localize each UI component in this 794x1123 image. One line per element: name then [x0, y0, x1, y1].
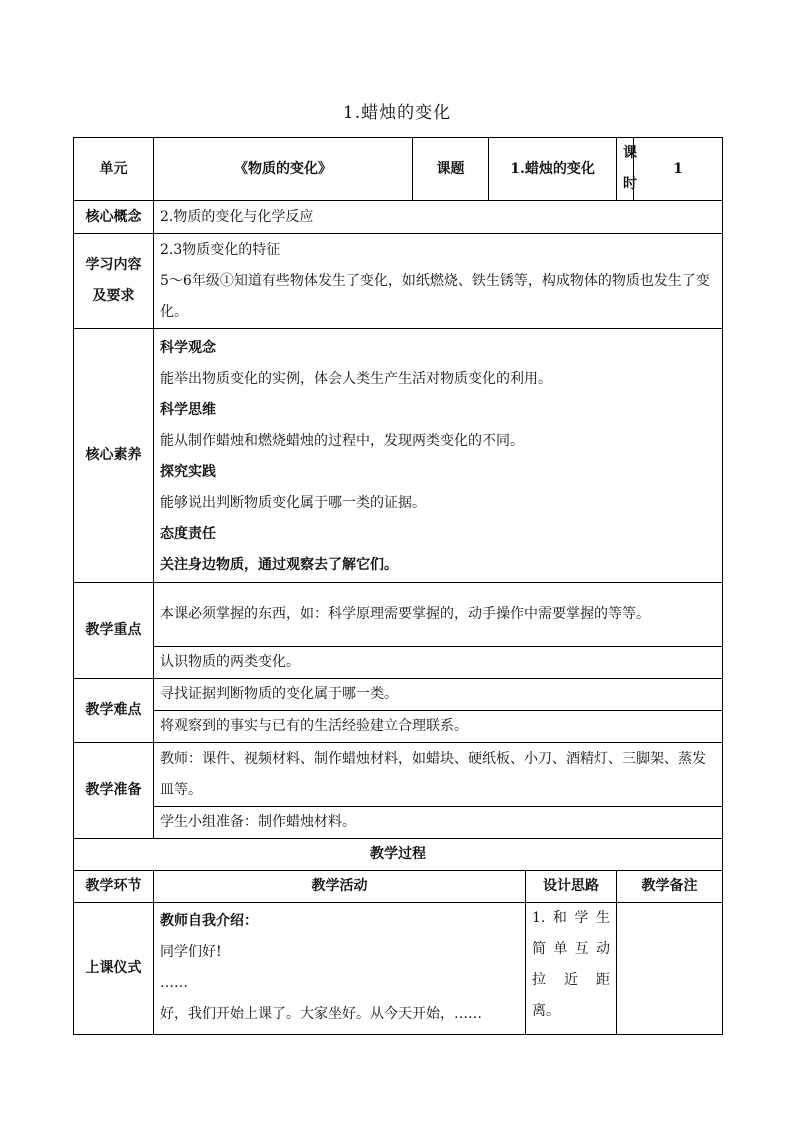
difficulties-row-1 [74, 679, 723, 711]
design-ceremony [526, 903, 617, 1035]
preparation-text-2: 学生小组准备：制作蜡烛材料。 [154, 807, 723, 839]
key-points-text-2: 认识物质的两类变化。 [154, 647, 723, 679]
process-title-row [74, 839, 723, 871]
literacy-heading-4: 态度责任 [160, 525, 216, 542]
topic-value: 1.蜡烛的变化 [489, 138, 617, 201]
col-activity-header: 教学活动 [154, 871, 526, 903]
design-line-3: 拉近距 [532, 972, 611, 988]
content-label-line1: 学习内容 [85, 257, 142, 273]
core-concept-label: 核心概念 [74, 201, 154, 234]
key-points-row-2 [74, 647, 723, 679]
design-line-1: 1.和学生 [532, 910, 611, 926]
activity-ceremony [154, 903, 526, 1035]
literacy-text-2: 能从制作蜡烛和燃烧蜡烛的过程中，发现两类变化的不同。 [160, 432, 524, 449]
page-title: 1.蜡烛的变化 [342, 103, 452, 123]
literacy-text-3: 能够说出判断物质变化属于哪一类的证据。 [160, 494, 426, 511]
content-label-line2: 及要求 [92, 288, 135, 304]
unit-value: 《物质的变化》 [154, 138, 413, 201]
process-title: 教学过程 [74, 839, 723, 871]
literacy-value [154, 329, 723, 583]
preparation-row-2 [74, 807, 723, 839]
difficulties-row-2 [74, 711, 723, 743]
key-points-label: 教学重点 [74, 583, 154, 679]
core-concept-row [74, 201, 723, 234]
topic-label: 课题 [413, 138, 489, 201]
content-value [154, 234, 723, 329]
literacy-heading-3: 探究实践 [160, 463, 216, 480]
process-header-row [74, 871, 723, 903]
literacy-text-4: 关注身边物质，通过观察去了解它们。 [160, 556, 398, 573]
preparation-label: 教学准备 [74, 743, 154, 839]
activity-line-1: 同学们好! [160, 944, 222, 960]
col-design-header: 设计思路 [526, 871, 617, 903]
notes-ceremony [617, 903, 723, 1035]
stage-ceremony: 上课仪式 [74, 903, 154, 1035]
difficulties-label: 教学难点 [74, 679, 154, 743]
difficulties-text-2: 将观察到的事实与已有的生活经验建立合理联系。 [154, 711, 723, 743]
literacy-label: 核心素养 [74, 329, 154, 583]
literacy-heading-2: 科学思维 [160, 401, 216, 418]
hours-label: 课时 [617, 138, 634, 201]
key-points-row-1 [74, 583, 723, 647]
literacy-text-1: 能举出物质变化的实例，体会人类生产生活对物质变化的利用。 [160, 370, 552, 387]
process-row-ceremony [74, 903, 723, 1035]
literacy-row [74, 329, 723, 583]
literacy-heading-1: 科学观念 [160, 339, 216, 356]
lesson-plan-table [73, 137, 723, 1035]
content-label [74, 234, 154, 329]
hours-value: 1 [634, 138, 723, 201]
design-line-2: 简单互动 [532, 941, 611, 957]
core-concept-value: 2.物质的变化与化学反应 [154, 201, 723, 234]
content-line1: 2.3物质变化的特征 [160, 241, 281, 258]
key-points-text-1: 本课必须掌握的东西，如：科学原理需要掌握的，动手操作中需要掌握的等等。 [154, 583, 723, 647]
activity-heading: 教师自我介绍： [160, 913, 258, 929]
activity-line-2: …… [160, 975, 188, 991]
preparation-row-1 [74, 743, 723, 807]
col-stage-header: 教学环节 [74, 871, 154, 903]
activity-line-3: 好，我们开始上课了。大家坐好。从今天开始，…… [160, 1006, 482, 1022]
preparation-text-1: 教师：课件、视频材料、制作蜡烛材料，如蜡块、硬纸板、小刀、酒精灯、三脚架、蒸发皿等。 [154, 743, 723, 807]
difficulties-text-1: 寻找证据判断物质的变化属于哪一类。 [154, 679, 723, 711]
unit-label: 单元 [74, 138, 154, 201]
col-notes-header: 教学备注 [617, 871, 723, 903]
content-line2: 5～6年级①知道有些物体发生了变化，如纸燃烧、铁生锈等，构成物体的物质也发生了变化。 [160, 272, 710, 320]
content-row [74, 234, 723, 329]
design-line-4: 离。 [532, 1003, 560, 1019]
header-row [74, 138, 723, 201]
